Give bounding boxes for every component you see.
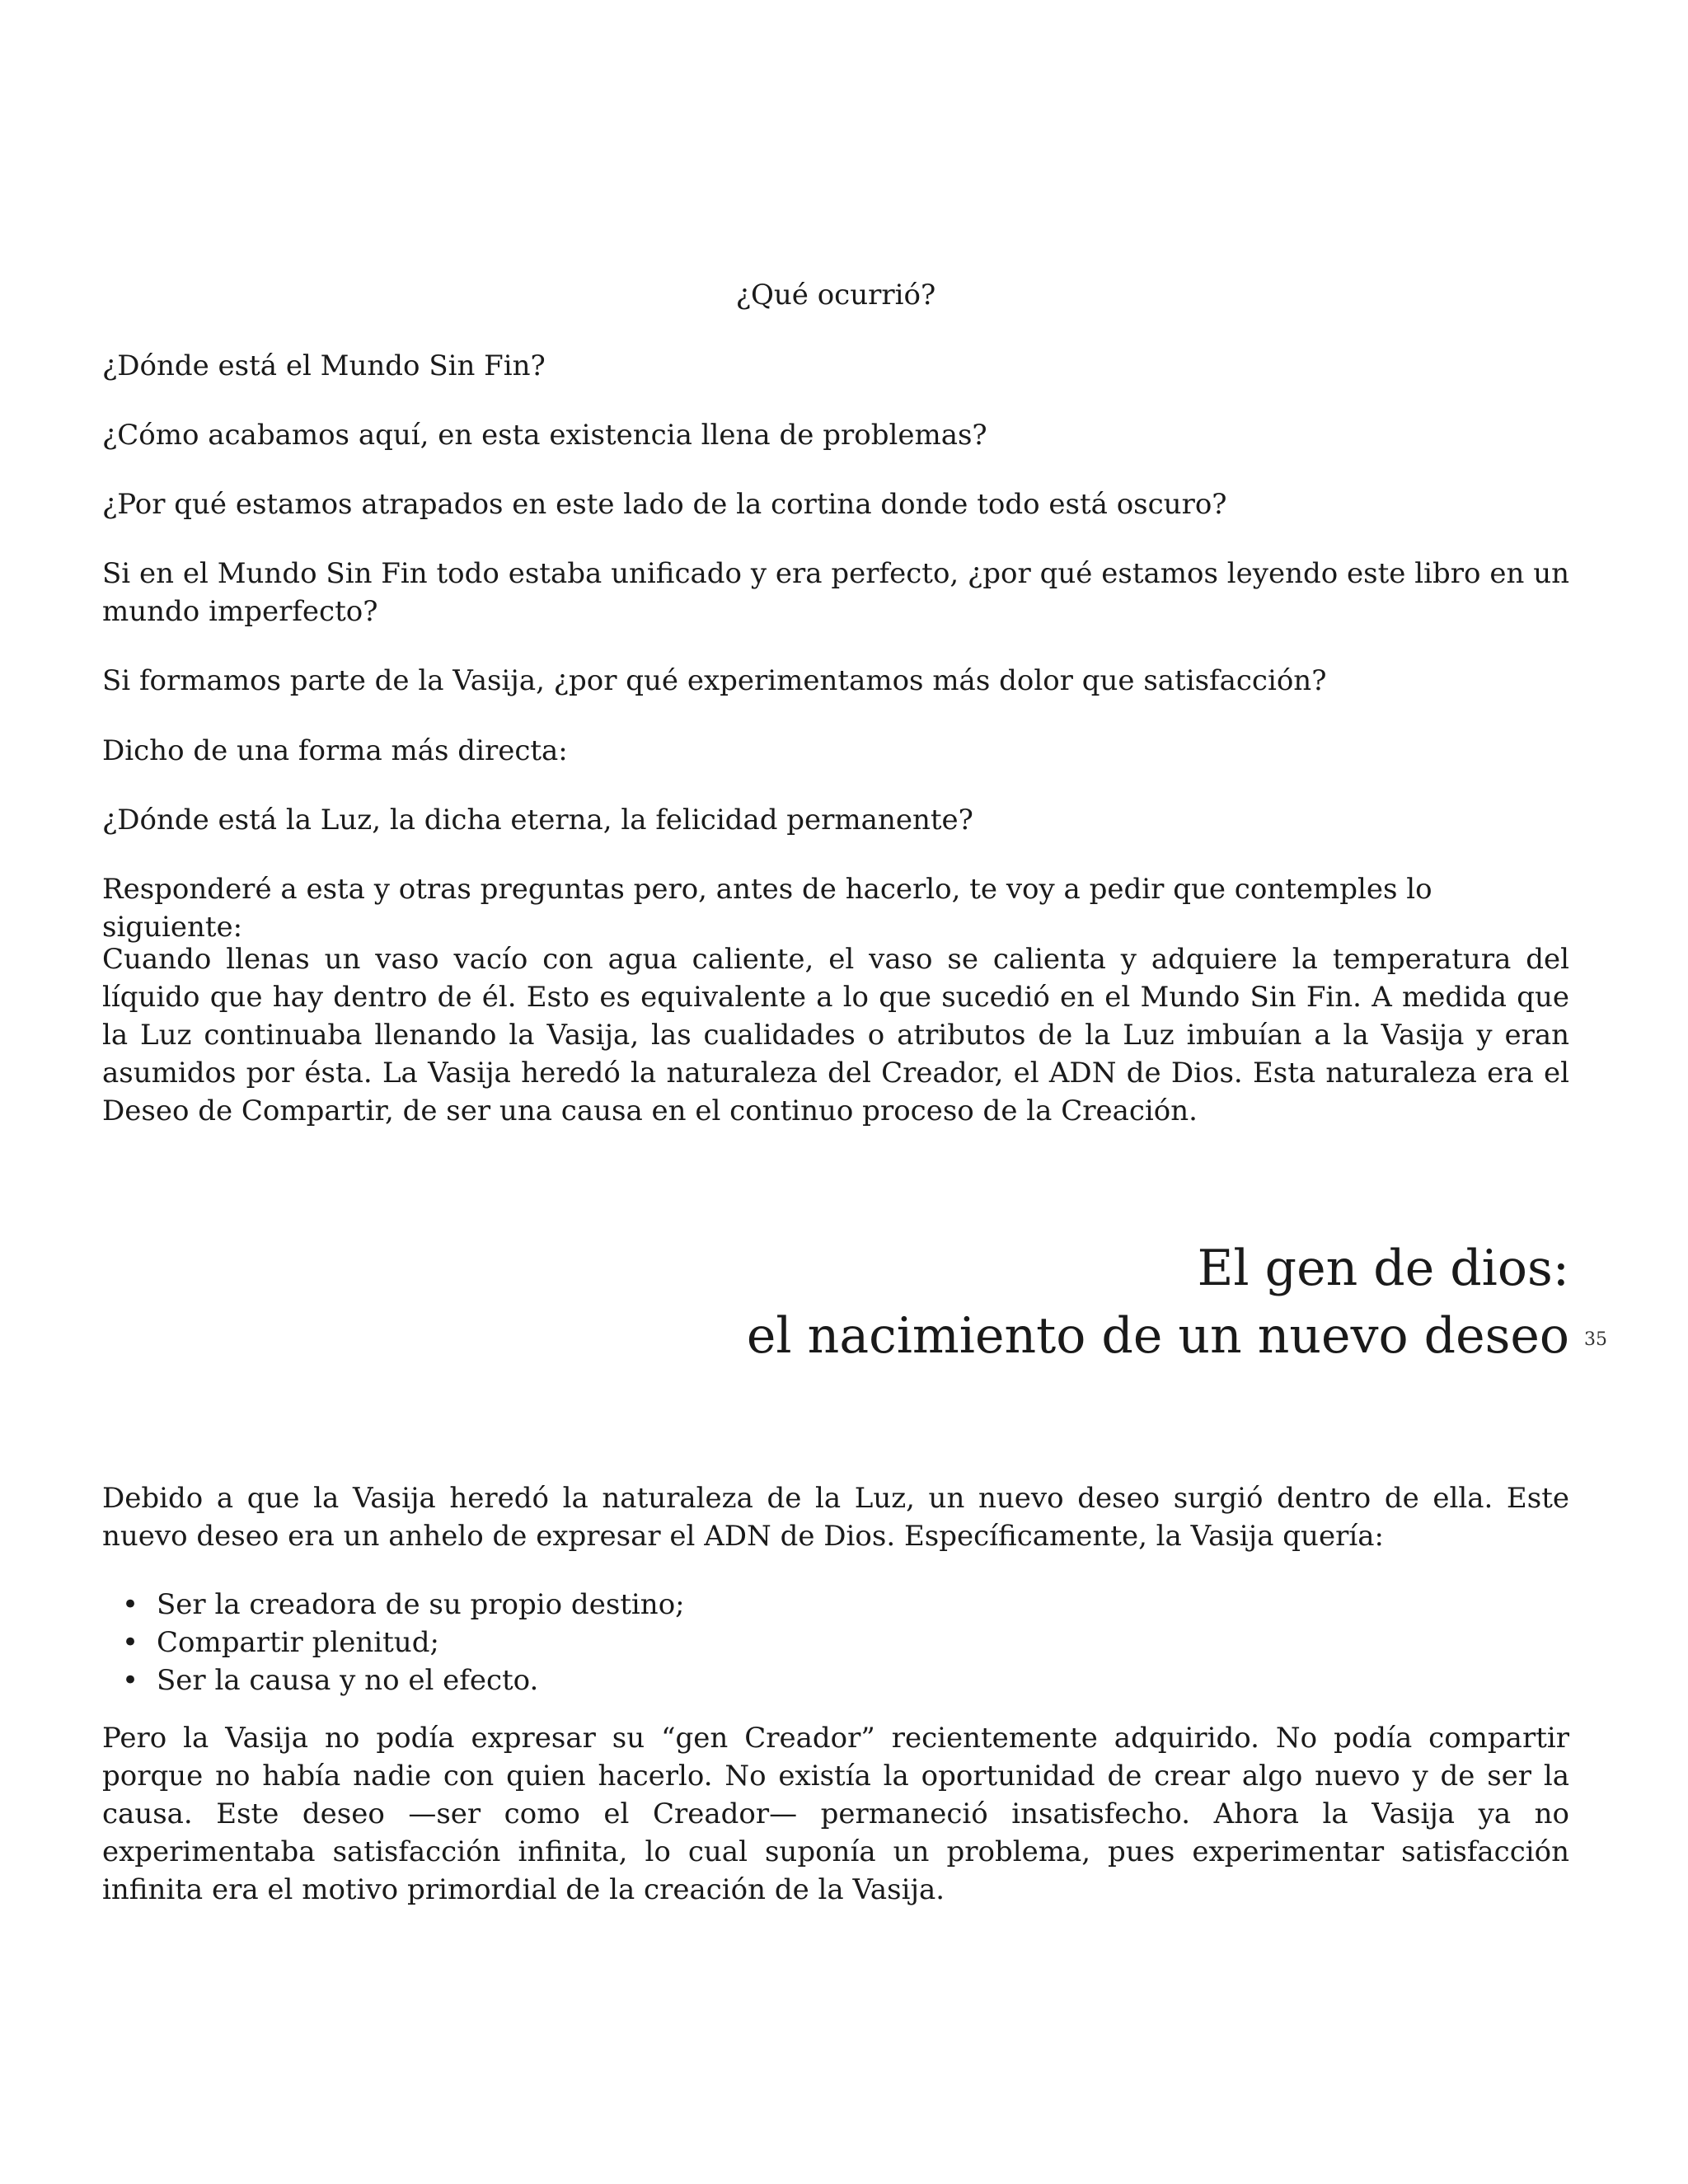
list-item: • Ser la creadora de su propio destino; [102, 1586, 685, 1624]
question-how-we-got-here: ¿Cómo acabamos aquí, en esta existencia llena de problemas? [102, 419, 987, 452]
list-item: • Compartir plenitud; [102, 1624, 685, 1661]
answer-intro: Responderé a esta y otras preguntas pero, antes de hacerlo, te voy a pedir que contemples lo siguiente: [102, 873, 1432, 944]
question-where-endless-world: ¿Dónde está el Mundo Sin Fin? [102, 349, 546, 382]
more-direct-intro: Dicho de una forma más directa: [102, 734, 568, 767]
page-number: 35 [1584, 1329, 1607, 1350]
question-why-trapped: ¿Por qué estamos atrapados en este lado de la cortina donde todo está oscuro? [102, 488, 1227, 521]
vessel-wishes-list [102, 1586, 685, 1699]
glass-analogy-paragraph: Cuando llenas un vaso vacío con agua caliente, el vaso se calienta y adquiere la temperatura del líquido que hay dentro de él. Esto es equivalente a lo que sucedió en el Mundo Sin Fin. A medida que la Luz continuaba llenando la Vasija, las cualidades o atributos de la Luz imbuían a la Vasija y eran asumidos por ésta. La Vasija heredó la naturaleza del Creador, el ADN de Dios. Esta naturaleza era el Deseo de Compartir, de ser una causa en el continuo proceso de la Creación. [102, 943, 1569, 1127]
section-heading-line-1: El gen de dios: [1197, 1240, 1569, 1297]
section-intro-paragraph: Debido a que la Vasija heredó la naturaleza de la Luz, un nuevo deseo surgió dentro de ella. Este nuevo deseo era un anhelo de expresar el ADN de Dios. Específicamente, la Vasija quería: [102, 1482, 1569, 1553]
closing-paragraph: Pero la Vasija no podía expresar su “gen Creador” recientemente adquirido. No podía compartir porque no había nadie con quien hacerlo. No existía la oportunidad de crear algo nuevo y de ser la causa. Este deseo —ser como el Creador— permaneció insatisfecho. Ahora la Vasija ya no experimentaba satisfacción infinita, lo cual suponía un problema, pues experimentar satisfacción infinita era el motivo primordial de la creación de la Vasija. [102, 1722, 1569, 1906]
question-why-imperfect-world: Si en el Mundo Sin Fin todo estaba unificado y era perfecto, ¿por qué estamos leyendo este libro en un mundo imperfecto? [102, 557, 1569, 628]
list-item: • Ser la causa y no el efecto. [102, 1661, 685, 1699]
question-why-more-pain: Si formamos parte de la Vasija, ¿por qué experimentamos más dolor que satisfacción? [102, 664, 1327, 697]
section-heading-line-2: el nacimiento de un nuevo deseo [746, 1307, 1569, 1365]
section-heading [747, 1235, 1569, 1370]
question-where-is-light: ¿Dónde está la Luz, la dicha eterna, la felicidad permanente? [102, 804, 973, 837]
question-what-happened: ¿Qué ocurrió? [735, 279, 936, 312]
